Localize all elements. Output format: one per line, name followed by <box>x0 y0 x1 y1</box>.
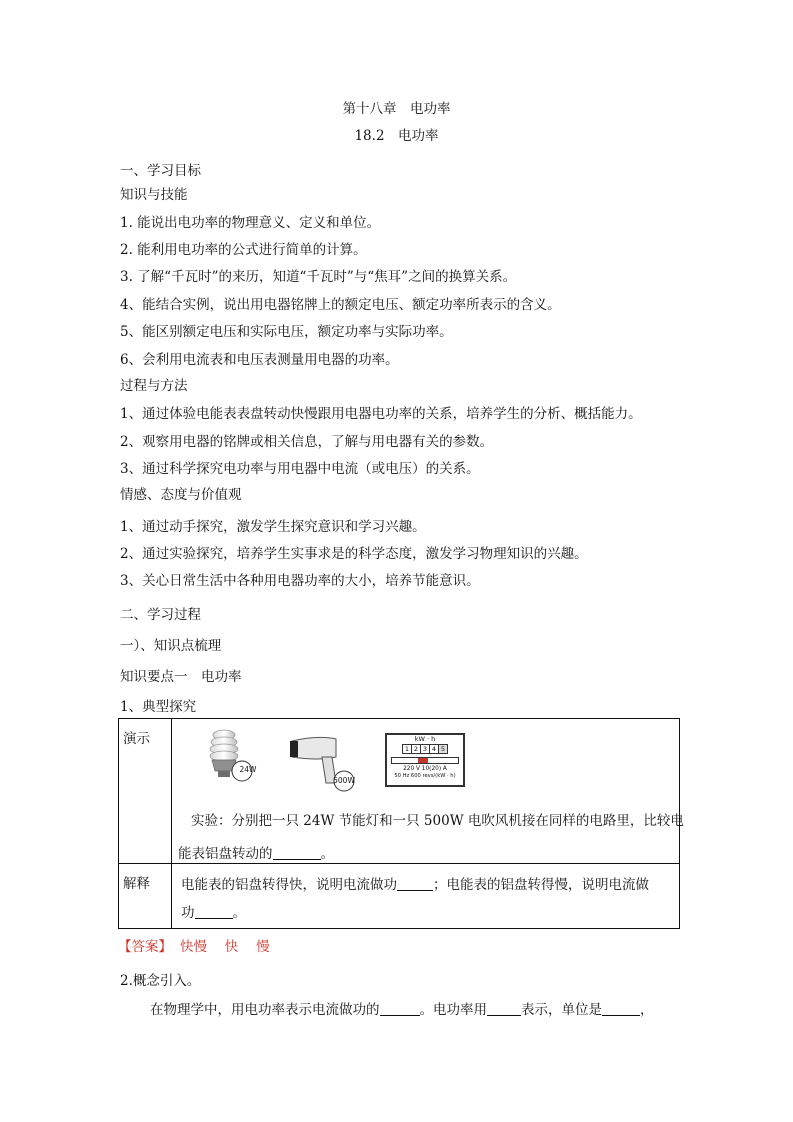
list-item: 2、观察用电器的铭牌或相关信息，了解与用电器有关的参数。 <box>120 434 494 450</box>
list-item: 3、关心日常生活中各种用电器功率的大小，培养节能意识。 <box>120 573 480 589</box>
meter-digit: 1 <box>402 744 412 754</box>
concept-part4: ， <box>640 1002 654 1018</box>
process-title: 过程与方法 <box>120 378 188 394</box>
answer-blank[interactable] <box>487 1001 521 1016</box>
answer-text: 快慢 快 慢 <box>180 939 270 955</box>
lamp-power-label: 24W <box>239 765 257 774</box>
list-item: 1、通过体验电能表表盘转动快慢跟用电器电功率的关系，培养学生的分析、概括能力。 <box>120 406 642 422</box>
energy-saving-lamp-image <box>202 727 258 785</box>
dryer-power-label: 500W <box>333 776 355 785</box>
concept-title: 2.概念引入。 <box>120 973 201 989</box>
answer-blank[interactable] <box>273 845 321 860</box>
experiment-suffix: 。 <box>320 846 334 862</box>
list-item: 6、会利用电流表和电压表测量用电器的功率。 <box>120 352 399 368</box>
meter-digit: 3 <box>421 744 430 754</box>
answer-tag: 【答案】 <box>118 939 172 955</box>
meter-disc-mark <box>418 758 428 763</box>
demo-label: 演示 <box>119 719 172 864</box>
meter-rating-2: 50 Hz 600 revs/(kW · h) <box>394 773 456 779</box>
demo-table <box>118 718 684 929</box>
experiment-prefix: 能表铝盘转动的 <box>178 846 273 862</box>
explain-part-a: 电能表的铝盘转得快，说明电流做功 <box>181 877 397 893</box>
attitude-title: 情感、态度与价值观 <box>120 487 242 503</box>
explain-text <box>173 865 678 927</box>
hair-dryer-image <box>288 733 358 795</box>
meter-digit: 2 <box>412 744 421 754</box>
chapter-title: 第十八章 电功率 <box>342 101 451 117</box>
knowledge-title: 知识与技能 <box>120 187 188 203</box>
list-item: 3. 了解“千瓦时”的来历，知道“千瓦时”与“焦耳”之间的换算关系。 <box>120 269 517 285</box>
meter-digit: 4 <box>430 744 439 754</box>
list-item: 2、通过实验探究，培养学生实事求是的科学态度，激发学习物理知识的兴趣。 <box>120 546 588 562</box>
answer-blank[interactable] <box>397 876 433 891</box>
knowledge-point: 知识要点一 电功率 <box>120 669 242 685</box>
meter-disc-window <box>391 757 459 764</box>
list-item: 4、能结合实例，说出用电器铭牌上的额定电压、额定功率所表示的含义。 <box>120 297 561 313</box>
demo-cell <box>172 719 684 864</box>
electric-meter-image <box>385 733 465 787</box>
concept-part1: 在物理学中，用电功率表示电流做功的 <box>150 1002 380 1018</box>
explain-part-c: 功 <box>181 905 195 921</box>
concept-text <box>150 998 654 1018</box>
objectives-heading: 一、学习目标 <box>120 163 201 179</box>
concept-part3: 表示，单位是 <box>521 1002 602 1018</box>
answer-line <box>118 935 270 955</box>
experiment-text-line1: 实验：分别把一只 24W 节能灯和一只 500W 电吹风机接在同样的电路里，比较电 <box>191 813 684 829</box>
experiment-text-line2 <box>178 842 334 862</box>
meter-rating-1: 220 V 10(20) A <box>403 766 447 772</box>
list-item: 2. 能利用电功率的公式进行简单的计算。 <box>120 242 367 258</box>
meter-digits <box>387 744 463 754</box>
concept-part2: 。电功率用 <box>419 1002 487 1018</box>
explain-cell <box>172 864 680 929</box>
list-item: 1、通过动手探究，激发学生探究意识和学习兴趣。 <box>120 519 426 535</box>
answer-blank[interactable] <box>380 1001 420 1016</box>
list-item: 5、能区别额定电压和实际电压，额定功率与实际功率。 <box>120 324 453 340</box>
answer-blank[interactable] <box>195 904 233 919</box>
process-heading: 二、学习过程 <box>120 607 201 623</box>
explore-title: 1、典型探究 <box>120 699 197 715</box>
list-item: 3、通过科学探究电功率与用电器中电流（或电压）的关系。 <box>120 461 480 477</box>
answer-blank[interactable] <box>602 1001 640 1016</box>
explain-part-d: 。 <box>232 905 246 921</box>
explain-label: 解释 <box>119 864 172 929</box>
meter-unit: kW · h <box>414 735 436 743</box>
meter-digit: 5 <box>439 744 448 754</box>
explain-part-b: ；电能表的铝盘转得慢，说明电流做 <box>433 877 649 893</box>
list-item: 1. 能说出电功率的物理意义、定义和单位。 <box>120 215 381 231</box>
subheading: 一）、知识点梳理 <box>120 638 222 654</box>
section-title: 18.2 电功率 <box>354 128 439 144</box>
